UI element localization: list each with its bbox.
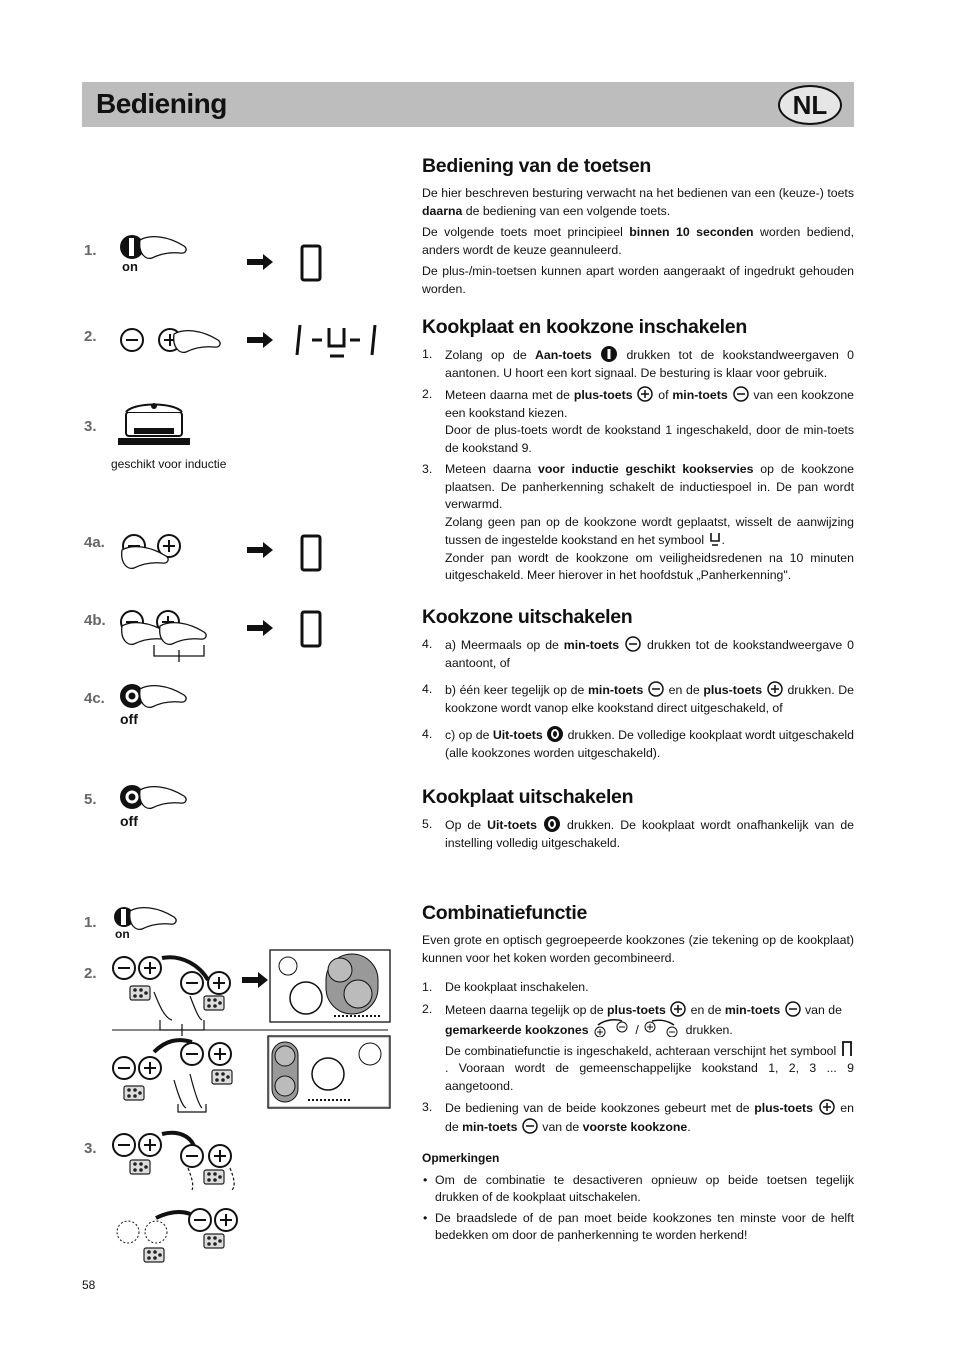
- section-kookplaat-uitschakelen: [422, 786, 854, 856]
- step-1-on-illustration: [120, 235, 320, 280]
- plus-key-icon: [669, 1001, 687, 1017]
- list-item: 1. De kookplaat inschakelen.: [422, 980, 589, 994]
- section-combinatiefunctie: [422, 902, 854, 1248]
- section-kookzone-uitschakelen: [422, 606, 854, 766]
- off-label: off: [120, 813, 138, 829]
- combo-3-illustration: [113, 1133, 237, 1262]
- list-item: 4. c) op de Uit-toets drukken. De volledige kookplaat wordt uitgeschakeld (alle kookzones worden uitgeschakeld).: [422, 727, 854, 760]
- paragraph: De plus-/min-toetsen kunnen apart worden aangeraakt of ingedrukt gehouden worden.: [422, 264, 854, 296]
- off-key-icon: [546, 726, 564, 742]
- list-item: 4. b) één keer tegelijk op de min-toets en de plus-toets drukken. De kookzone wordt vanop elke kookstand direct uitgeschakeld, of: [422, 682, 855, 715]
- list-item: 2. Meteen daarna tegelijk op de plus-toets en de min-toets van de gemarkeerde kookzones / drukken. De combinatiefunctie is ingeschakeld, achteraan verschijnt het symbool . Vooraan wordt de gemeenschappelijke kookstand 1, 2, 3 ... 9 aangetoond.: [422, 1001, 854, 1093]
- step-5-off-illustration: [120, 785, 186, 809]
- paragraph: De hier beschreven besturing verwacht na het bedienen van een (keuze-) toets daarna de bediening van een volgende toets.: [422, 186, 854, 218]
- step-label: 5.: [84, 791, 97, 808]
- section-heading: Kookplaat en kookzone inschakelen: [422, 316, 747, 338]
- combination-symbol-icon: [840, 1040, 854, 1058]
- paragraph: De volgende toets moet principieel binnen 10 seconden worden bediend, anders wordt de keuze geannuleerd.: [422, 225, 854, 257]
- section-heading: Bediening van de toetsen: [422, 155, 652, 177]
- combo-step-label: 1.: [84, 914, 97, 931]
- notes-title: Opmerkingen: [422, 1151, 500, 1165]
- section-heading: Combinatiefunctie: [422, 902, 587, 924]
- step-3-pot-illustration: [118, 403, 190, 445]
- combo-step-label: 3.: [84, 1140, 97, 1157]
- page-title: Bediening: [96, 88, 227, 119]
- step-label: 4b.: [84, 612, 106, 629]
- list-item: 4. a) Meermaals op de min-toets drukken tot de kookstandweergave 0 aantoont, of: [422, 637, 854, 670]
- on-label: on: [122, 259, 138, 274]
- list-item: 2. Meteen daarna met de plus-toets of min-toets van een kookzone een kookstand kiezen. Door de plus-toets wordt de kookstand 1 ingeschakeld, door de min-toets de kookstand 9.: [422, 387, 855, 455]
- section-heading: Kookzone uitschakelen: [422, 606, 633, 628]
- page-number: 58: [82, 1278, 96, 1292]
- minus-key-icon: [521, 1118, 539, 1134]
- step-label: 3.: [84, 418, 97, 435]
- step-4b-illustration: [121, 611, 320, 662]
- on-key-icon: [600, 346, 618, 362]
- combo-2-bottom-illustration: [113, 1036, 390, 1112]
- minus-key-icon: [647, 681, 665, 697]
- pan-symbol-icon: [708, 531, 722, 547]
- note-item: • De braadslede of de pan moet beide kookzones ten minste voor de helft bedekken om door de panherkenning te worden herkend!: [422, 1210, 854, 1245]
- plus-key-icon: [818, 1099, 836, 1115]
- language-badge: NL: [778, 85, 842, 125]
- step-4a-illustration: [122, 535, 320, 570]
- step-label: 4a.: [84, 534, 105, 551]
- step-label: 1.: [84, 242, 97, 259]
- section-kookplaat-inschakelen: [422, 316, 854, 589]
- induction-caption: geschikt voor inductie: [111, 457, 227, 471]
- step-4c-off-illustration: [120, 684, 186, 708]
- plus-key-icon: [636, 386, 654, 402]
- combination-keys-icon: [642, 1019, 682, 1037]
- step-label: 2.: [84, 328, 97, 345]
- combo-step-label: 2.: [84, 965, 97, 982]
- combination-keys-icon: [592, 1019, 632, 1037]
- on-label: on: [115, 927, 130, 941]
- list-item: 3. Meteen daarna voor inductie geschikt kookservies op de kookzone plaatsen. De panherkenning schakelt de inductiespoel in. De pan wordt verwarmd. Zolang geen pan op de kookzone wordt geplaatst, wisselt de aanwijzing tussen de ingestelde kookstand en het symbool . Zonder pan wordt de kookzone om veiligheidsredenen na 10 minuten uitgeschakeld. Meer hierover in het hoofdstuk „Panherkenning".: [422, 462, 855, 582]
- section-bediening-toetsen: [422, 155, 854, 302]
- minus-key-icon: [624, 636, 642, 652]
- minus-key-icon: [784, 1001, 802, 1017]
- combo-2-top-illustration: [113, 950, 390, 1036]
- step-label: 4c.: [84, 690, 105, 707]
- off-label: off: [120, 711, 138, 727]
- minus-key-icon: [732, 386, 750, 402]
- illustration-column: [82, 150, 402, 1290]
- list-item: 3. De bediening van de beide kookzones gebeurt met de plus-toets en de min-toets van de voorste kookzone.: [422, 1100, 854, 1134]
- off-key-icon: [543, 816, 561, 832]
- list-item: 5. Op de Uit-toets drukken. De kookplaat wordt onafhankelijk van de instelling volledig uitgeschakeld.: [422, 817, 854, 850]
- list-item: 1. Zolang op de Aan-toets drukken tot de kookstandweergaven 0 aantonen. U hoort een kort signaal. De besturing is klaar voor gebruik.: [422, 347, 854, 380]
- page-header: [82, 82, 854, 127]
- plus-key-icon: [766, 681, 784, 697]
- paragraph: Even grote en optisch gegroepeerde kookzones (zie tekening op de kookplaat) kunnen voor het koken worden gecombineerd.: [422, 933, 854, 965]
- note-item: • Om de combinatie te desactiveren opnieuw op beide toetsen tegelijk drukken of de kookplaat uitschakelen.: [422, 1172, 854, 1207]
- section-heading: Kookplaat uitschakelen: [422, 786, 634, 808]
- step-2-illustration: [121, 325, 375, 356]
